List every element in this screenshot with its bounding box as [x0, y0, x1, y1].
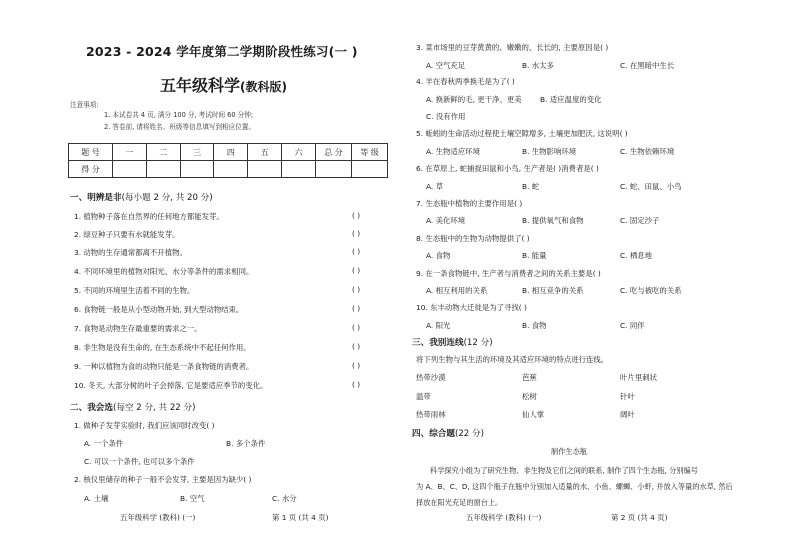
- notes-label: 注意事项:: [70, 101, 99, 109]
- judge-answer-2[interactable]: ( ): [352, 229, 361, 238]
- choice-q9: 9. 在一条食物链中, 生产者与消费者之间的关系主要是( ): [416, 269, 601, 278]
- section3-heading: [412, 336, 493, 348]
- judge-item-5: 5. 不同的环境里生活着不同的生物。: [74, 286, 195, 295]
- choice-q8: 8. 生态瓶中的生物为动物提供了( ): [416, 234, 530, 243]
- score-row-label: 得 分: [69, 161, 113, 178]
- q7-option-c[interactable]: C. 固定沙子: [620, 216, 660, 225]
- story-line-2: 为 A、B、C、D, 这四个瓶子在瓶中分别加入适量的水、小鱼、螺蛳、小虾, 并放入等量的水草, 然后: [416, 482, 733, 491]
- score-head-5: 五: [248, 144, 282, 161]
- story-title: 制作生态瓶: [551, 447, 587, 456]
- q7-option-b[interactable]: B. 提供氧气和食物: [522, 216, 584, 225]
- q2-option-c[interactable]: C. 水分: [272, 494, 297, 503]
- q7-option-a[interactable]: A. 美化环境: [426, 216, 466, 225]
- score-head-6: 六: [282, 144, 316, 161]
- grade-subject: 五年级科学: [160, 76, 241, 95]
- choice-q5: 5. 蚯蚓的生命活动过程使土壤空隙增多, 土壤更加肥沃, 这说明( ): [416, 129, 628, 138]
- match-feature-3[interactable]: 阔叶: [620, 410, 635, 419]
- q8-option-c[interactable]: C. 栖息地: [620, 251, 653, 260]
- judge-item-3: 3. 动物的生存通常都离不开植物。: [74, 248, 187, 257]
- match-feature-1[interactable]: 叶片里刺状: [620, 373, 657, 382]
- match-organism-3[interactable]: 仙人掌: [522, 410, 545, 419]
- note-1: 1. 本试卷共 4 页, 满分 100 分, 考试时间 60 分钟;: [104, 111, 254, 119]
- judge-item-6: 6. 食物链一般是从小型动物开始, 到大型动物结束。: [74, 305, 244, 314]
- choice-q3: 3. 菜市场里的豆芽黄黄的、嫩嫩的、长长的, 主要原因是( ): [416, 43, 609, 52]
- choice-q7: 7. 生态瓶中植物的主要作用是( ): [416, 199, 523, 208]
- q10-option-c[interactable]: C. 同伴: [620, 321, 645, 330]
- q1-option-b[interactable]: B. 多个条件: [226, 439, 266, 448]
- choice-q1: 1. 做种子发芽实验时, 我们应该同时改变( ): [74, 421, 215, 430]
- choice-q2: 2. 核仪里储存的种子一般不会发芽, 主要是因为缺少( ): [74, 475, 252, 484]
- q2-option-a[interactable]: A. 土壤: [84, 494, 109, 503]
- judge-item-2: 2. 绿豆种子只要有水就能发芽。: [74, 230, 180, 239]
- score-cell[interactable]: [113, 161, 147, 178]
- left-footer-page: 第 1 页 (共 4 页): [272, 513, 329, 522]
- score-value-row: [69, 161, 388, 178]
- q6-option-c[interactable]: C. 蛇、田鼠、小鸟: [620, 182, 682, 191]
- score-head-level: 等 级: [352, 144, 388, 161]
- section1-note: (每小题 2 分, 共 20 分): [121, 193, 213, 203]
- q9-option-c[interactable]: C. 吃与被吃的关系: [620, 286, 682, 295]
- judge-answer-9[interactable]: ( ): [352, 361, 361, 370]
- match-env-2[interactable]: 温带: [416, 392, 431, 401]
- right-footer-page: 第 2 页 (共 4 页): [611, 513, 668, 522]
- section2-title: 二、我会选: [70, 403, 113, 413]
- judge-answer-8[interactable]: ( ): [352, 342, 361, 351]
- score-cell[interactable]: [146, 161, 180, 178]
- match-organism-2[interactable]: 松树: [522, 392, 537, 401]
- q5-option-b[interactable]: B. 生物影响环境: [522, 147, 577, 156]
- left-footer-subject: 五年级科学 (教科) (一): [120, 513, 196, 522]
- judge-item-1: 1. 植物种子落在自然界的任何地方都能发芽。: [74, 212, 224, 221]
- judge-answer-5[interactable]: ( ): [352, 285, 361, 294]
- choice-q10: 10. 东丰动物大迁徙是为了寻找( ): [416, 303, 527, 312]
- section4-title: 四、综合题: [412, 429, 455, 439]
- q4-option-a[interactable]: A. 换新鲜的毛, 更干净、更美: [426, 95, 522, 104]
- score-head-label: 题 号: [69, 144, 113, 161]
- score-cell[interactable]: [248, 161, 282, 178]
- judge-answer-7[interactable]: ( ): [352, 323, 361, 332]
- q4-option-b[interactable]: B. 适应温度的变化: [540, 95, 602, 104]
- judge-item-8: 8. 非生物是没有生命的, 在生态系统中不起任何作用。: [74, 343, 251, 352]
- judge-item-4: 4. 不同环境里的植物对阳光、水分等条件的需求相同。: [74, 267, 254, 276]
- score-head-4: 四: [214, 144, 248, 161]
- score-cell[interactable]: [352, 161, 388, 178]
- judge-item-10: 10. 冬天, 大部分树的叶子会掉落, 它是要适应季节的变化。: [74, 381, 268, 390]
- match-organism-1[interactable]: 芭蕉: [522, 373, 537, 382]
- q9-option-b[interactable]: B. 相互竞争的关系: [522, 286, 584, 295]
- judge-item-7: 7. 食物是动物生存最重要的需求之一。: [74, 324, 202, 333]
- score-head-total: 总 分: [316, 144, 352, 161]
- score-head-2: 二: [146, 144, 180, 161]
- section1-title: 一、明辨是非: [70, 193, 122, 203]
- q4-option-c[interactable]: C. 没有作用: [426, 112, 466, 121]
- section3-note: (12 分): [463, 338, 493, 348]
- story-line-3: 择放在阳光充足的窗台上。: [416, 498, 503, 507]
- q3-option-c[interactable]: C. 在黑暗中生长: [620, 61, 675, 70]
- right-footer-subject: 五年级科学 (教科) (一): [466, 513, 542, 522]
- judge-item-9: 9. 一种以植物为食的动物只能是一条食物链的消费者。: [74, 362, 254, 371]
- q10-option-b[interactable]: B. 食物: [522, 321, 547, 330]
- score-table: [68, 143, 388, 178]
- judge-answer-4[interactable]: ( ): [352, 266, 361, 275]
- score-header-row: [69, 144, 388, 161]
- q9-option-a[interactable]: A. 相互利用的关系: [426, 286, 488, 295]
- score-cell[interactable]: [282, 161, 316, 178]
- score-head-3: 三: [180, 144, 214, 161]
- match-feature-2[interactable]: 针叶: [620, 392, 635, 401]
- section2-heading: [70, 401, 195, 413]
- q6-option-b[interactable]: B. 蛇: [522, 182, 540, 191]
- exam-title: 2023 - 2024 学年度第二学期阶段性练习(一 ): [86, 44, 358, 59]
- score-head-1: 一: [113, 144, 147, 161]
- story-line-1: 科学探究小组为了研究生物、非生物及它们之间的联系, 制作了四个生态瓶, 分别编号: [430, 466, 698, 475]
- q10-option-a[interactable]: A. 阳光: [426, 321, 451, 330]
- note-2: 2. 答卷前, 请将姓名、班级等信息填写到相应位置。: [104, 123, 256, 131]
- q5-option-a[interactable]: A. 生物适应环境: [426, 147, 480, 156]
- judge-answer-10[interactable]: ( ): [352, 380, 361, 389]
- score-cell[interactable]: [180, 161, 214, 178]
- judge-answer-1[interactable]: ( ): [352, 211, 361, 220]
- judge-answer-3[interactable]: ( ): [352, 247, 361, 256]
- q6-option-a[interactable]: A. 草: [426, 182, 444, 191]
- choice-q4: 4. 羊在春秋两季换毛是为了( ): [416, 77, 515, 86]
- score-cell[interactable]: [316, 161, 352, 178]
- q8-option-b[interactable]: B. 能量: [522, 251, 547, 260]
- section1-heading: [70, 191, 213, 203]
- q5-option-c[interactable]: C. 生物依赖环境: [620, 147, 675, 156]
- grade-title: [160, 73, 287, 96]
- grade-edition: (教科版): [240, 80, 287, 94]
- q1-option-c[interactable]: C. 可以一个条件, 也可以多个条件: [84, 457, 195, 466]
- match-env-1[interactable]: 热带沙漠: [416, 373, 446, 382]
- choice-q6: 6. 在草原上, 蛇捕捉田鼠和小鸟, 生产者是( )消费者是( ): [416, 164, 599, 173]
- section2-note: (每空 2 分, 共 22 分): [112, 403, 196, 413]
- section4-note: (22 分): [454, 429, 484, 439]
- match-env-3[interactable]: 热带雨林: [416, 410, 446, 419]
- section3-title: 三、我别连线: [412, 338, 464, 348]
- judge-answer-6[interactable]: ( ): [352, 304, 361, 313]
- q3-option-b[interactable]: B. 水太多: [522, 61, 554, 70]
- section4-heading: [412, 427, 484, 439]
- section3-instruction: 将下列生物与其生活的环境及其适应环境的特点进行连线。: [416, 355, 609, 364]
- q2-option-b[interactable]: B. 空气: [180, 494, 205, 503]
- q8-option-a[interactable]: A. 食物: [426, 251, 451, 260]
- q1-option-a[interactable]: A. 一个条件: [84, 439, 124, 448]
- score-cell[interactable]: [214, 161, 248, 178]
- right-page: [397, 0, 794, 544]
- q3-option-a[interactable]: A. 空气充足: [426, 61, 466, 70]
